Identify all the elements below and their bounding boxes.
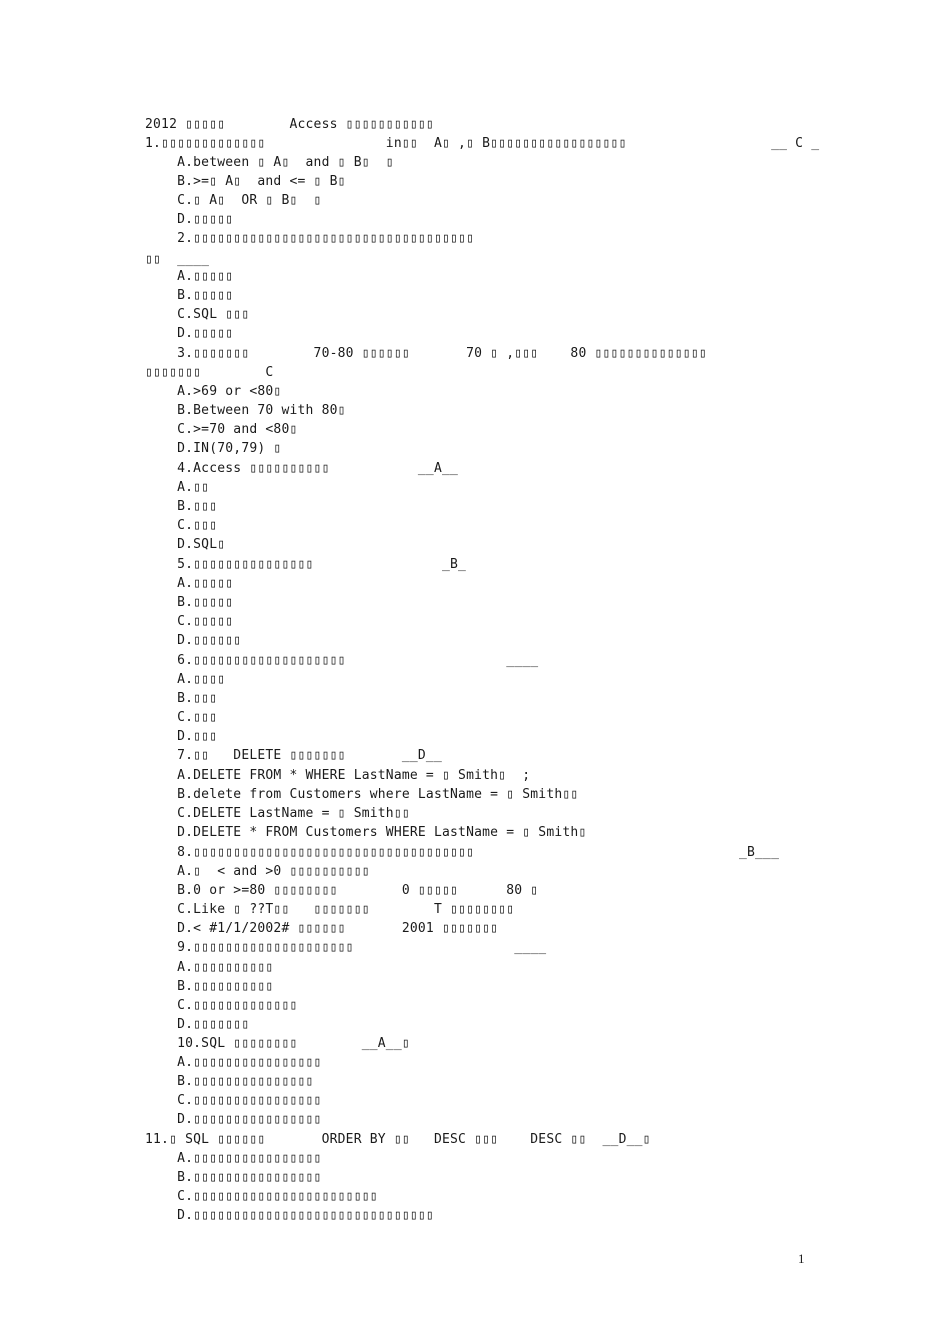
question-3-stem-continued: ▯▯▯▯▯▯▯ C (145, 365, 274, 380)
question-3-option-a: A.>69 or <80▯ (145, 384, 282, 399)
question-4-option-c: C.▯▯▯ (145, 518, 218, 533)
question-3-option-d: D.IN(70,79) ▯ (145, 441, 282, 456)
question-1-option-c: C.▯ A▯ OR ▯ B▯ ▯ (145, 193, 322, 208)
question-10-option-c: C.▯▯▯▯▯▯▯▯▯▯▯▯▯▯▯▯ (145, 1093, 322, 1108)
question-5-option-a: A.▯▯▯▯▯ (145, 576, 234, 591)
question-2-option-c: C.SQL ▯▯▯ (145, 307, 250, 322)
question-11-option-c: C.▯▯▯▯▯▯▯▯▯▯▯▯▯▯▯▯▯▯▯▯▯▯▯ (145, 1189, 378, 1204)
question-6-option-a: A.▯▯▯▯ (145, 672, 226, 687)
question-5-option-b: B.▯▯▯▯▯ (145, 595, 234, 610)
question-1-stem: 1.▯▯▯▯▯▯▯▯▯▯▯▯▯ in▯▯ A▯ ,▯ B▯▯▯▯▯▯▯▯▯▯▯▯▯▯▯▯▯ __ C _ (145, 136, 820, 151)
question-5-option-d: D.▯▯▯▯▯▯ (145, 633, 242, 648)
question-6-option-c: C.▯▯▯ (145, 710, 218, 725)
question-10-option-d: D.▯▯▯▯▯▯▯▯▯▯▯▯▯▯▯▯ (145, 1112, 322, 1127)
question-11-option-d: D.▯▯▯▯▯▯▯▯▯▯▯▯▯▯▯▯▯▯▯▯▯▯▯▯▯▯▯▯▯▯ (145, 1208, 434, 1223)
question-10-option-a: A.▯▯▯▯▯▯▯▯▯▯▯▯▯▯▯▯ (145, 1055, 322, 1070)
question-4-option-b: B.▯▯▯ (145, 499, 218, 514)
question-3-stem: 3.▯▯▯▯▯▯▯ 70-80 ▯▯▯▯▯▯ 70 ▯ ,▯▯▯ 80 ▯▯▯▯▯▯▯▯▯▯▯▯▯▯ (145, 346, 707, 361)
question-8-stem: 8.▯▯▯▯▯▯▯▯▯▯▯▯▯▯▯▯▯▯▯▯▯▯▯▯▯▯▯▯▯▯▯▯▯▯▯ _B___ (145, 845, 780, 860)
question-6-stem: 6.▯▯▯▯▯▯▯▯▯▯▯▯▯▯▯▯▯▯▯ ____ (145, 653, 539, 668)
question-4-option-d: D.SQL▯ (145, 537, 226, 552)
question-9-option-c: C.▯▯▯▯▯▯▯▯▯▯▯▯▯ (145, 998, 298, 1013)
question-11-stem: 11.▯ SQL ▯▯▯▯▯▯ ORDER BY ▯▯ DESC ▯▯▯ DESC ▯▯ __D__▯ (145, 1132, 651, 1147)
question-4-option-a: A.▯▯ (145, 480, 210, 495)
question-1-option-b: B.>=▯ A▯ and <= ▯ B▯ (145, 174, 346, 189)
question-6-option-d: D.▯▯▯ (145, 729, 218, 744)
question-10-option-b: B.▯▯▯▯▯▯▯▯▯▯▯▯▯▯▯ (145, 1074, 314, 1089)
question-10-stem: 10.SQL ▯▯▯▯▯▯▯▯ __A__▯ (145, 1036, 410, 1051)
question-4-stem: 4.Access ▯▯▯▯▯▯▯▯▯▯ __A__ (145, 461, 459, 476)
question-3-option-c: C.>=70 and <80▯ (145, 422, 298, 437)
question-2-option-a: A.▯▯▯▯▯ (145, 269, 234, 284)
question-7-stem: 7.▯▯ DELETE ▯▯▯▯▯▯▯ __D__ (145, 748, 442, 763)
question-8-option-b: B.0 or >=80 ▯▯▯▯▯▯▯▯ 0 ▯▯▯▯▯ 80 ▯ (145, 883, 539, 898)
question-6-option-b: B.▯▯▯ (145, 691, 218, 706)
question-3-option-b: B.Between 70 with 80▯ (145, 403, 346, 418)
question-7-option-c: C.DELETE LastName = ▯ Smith▯▯ (145, 806, 410, 821)
question-7-option-a: A.DELETE FROM * WHERE LastName = ▯ Smith▯ ; (145, 768, 531, 783)
question-8-option-a: A.▯ < and >0 ▯▯▯▯▯▯▯▯▯▯ (145, 864, 370, 879)
question-2-option-d: D.▯▯▯▯▯ (145, 326, 234, 341)
question-9-option-a: A.▯▯▯▯▯▯▯▯▯▯ (145, 960, 274, 975)
question-11-option-b: B.▯▯▯▯▯▯▯▯▯▯▯▯▯▯▯▯ (145, 1170, 322, 1185)
page-number: 1 (798, 1251, 805, 1266)
question-7-option-b: B.delete from Customers where LastName = ▯ Smith▯▯ (145, 787, 579, 802)
question-7-option-d: D.DELETE * FROM Customers WHERE LastName = ▯ Smith▯ (145, 825, 587, 840)
question-9-option-d: D.▯▯▯▯▯▯▯ (145, 1017, 250, 1032)
question-5-option-c: C.▯▯▯▯▯ (145, 614, 234, 629)
document-title: 2012 ▯▯▯▯▯ Access ▯▯▯▯▯▯▯▯▯▯▯ (145, 117, 434, 132)
question-9-option-b: B.▯▯▯▯▯▯▯▯▯▯ (145, 979, 274, 994)
question-8-option-c: C.Like ▯ ??T▯▯ ▯▯▯▯▯▯▯ T ▯▯▯▯▯▯▯▯ (145, 902, 515, 917)
question-9-stem: 9.▯▯▯▯▯▯▯▯▯▯▯▯▯▯▯▯▯▯▯▯ ____ (145, 940, 547, 955)
question-1-option-a: A.between ▯ A▯ and ▯ B▯ ▯ (145, 155, 394, 170)
question-2-option-b: B.▯▯▯▯▯ (145, 288, 234, 303)
question-2-stem-continued: ▯▯ ____ (145, 252, 210, 267)
question-11-option-a: A.▯▯▯▯▯▯▯▯▯▯▯▯▯▯▯▯ (145, 1151, 322, 1166)
question-5-stem: 5.▯▯▯▯▯▯▯▯▯▯▯▯▯▯▯ _B_ (145, 557, 467, 572)
question-8-option-d: D.< #1/1/2002# ▯▯▯▯▯▯ 2001 ▯▯▯▯▯▯▯ (145, 921, 499, 936)
question-1-option-d: D.▯▯▯▯▯ (145, 212, 234, 227)
question-2-stem: 2.▯▯▯▯▯▯▯▯▯▯▯▯▯▯▯▯▯▯▯▯▯▯▯▯▯▯▯▯▯▯▯▯▯▯▯ (145, 231, 475, 246)
